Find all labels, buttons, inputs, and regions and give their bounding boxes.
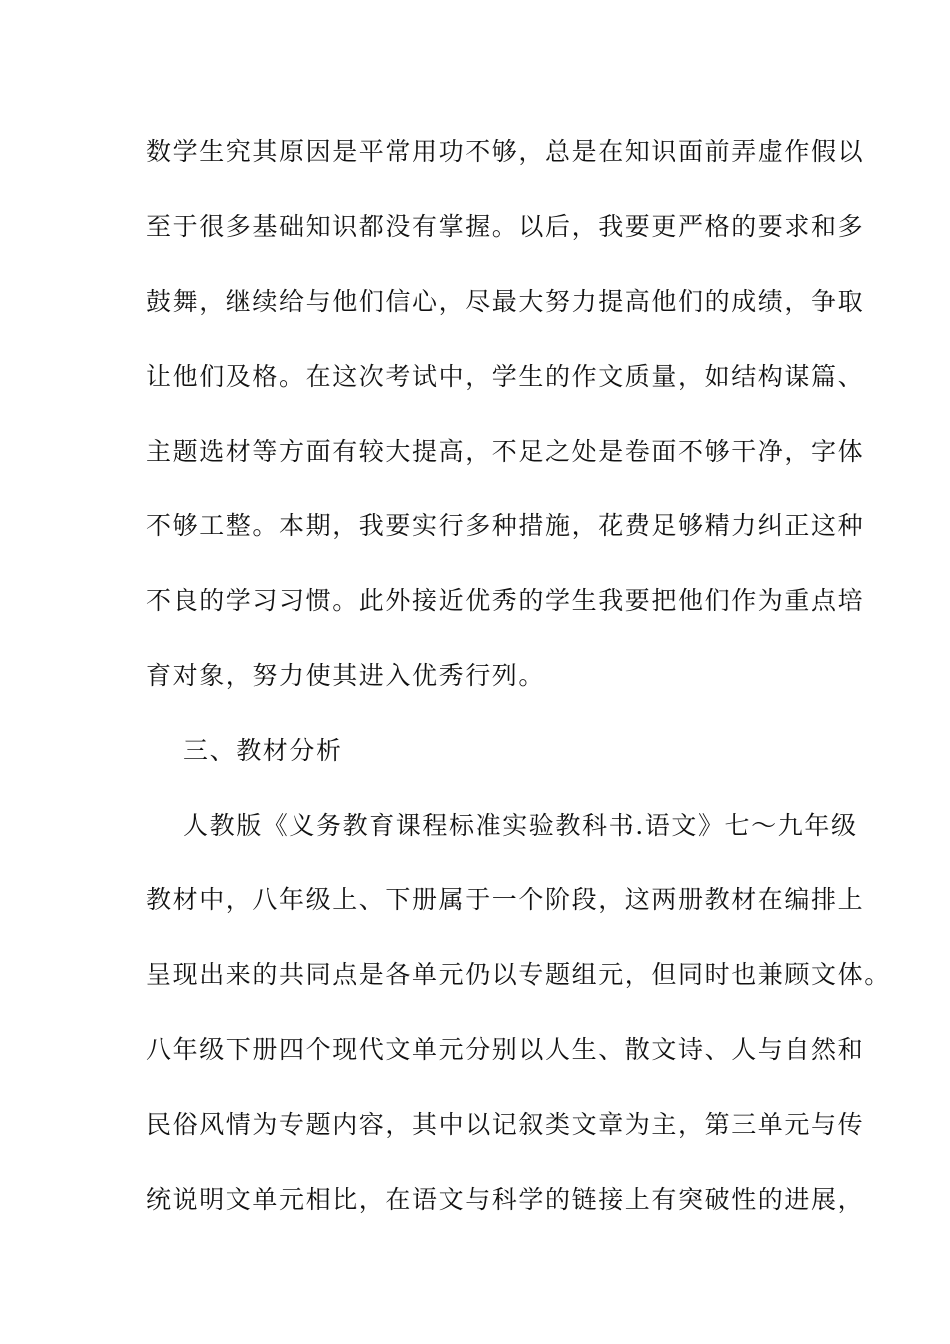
- paragraph-line: 不够工整。本期，我要实行多种措施，花费足够精力纠正这种: [146, 511, 865, 540]
- section-heading: 三、教材分析: [183, 736, 343, 765]
- paragraph-line: 统说明文单元相比，在语文与科学的链接上有突破性的进展，: [146, 1185, 865, 1214]
- paragraph-line: 八年级下册四个现代文单元分别以人生、散文诗、人与自然和: [146, 1035, 865, 1064]
- paragraph-line: 教材中，八年级上、下册属于一个阶段，这两册教材在编排上: [146, 885, 865, 914]
- paragraph-line: 至于很多基础知识都没有掌握。以后，我要更严格的要求和多: [146, 212, 865, 241]
- paragraph-line: 鼓舞，继续给与他们信心，尽最大努力提高他们的成绩，争取: [146, 287, 865, 316]
- paragraph-line: 民俗风情为专题内容，其中以记叙类文章为主，第三单元与传: [146, 1110, 865, 1139]
- paragraph-line: 主题选材等方面有较大提高，不足之处是卷面不够干净，字体: [146, 437, 865, 466]
- paragraph-line: 不良的学习习惯。此外接近优秀的学生我要把他们作为重点培: [146, 586, 865, 615]
- paragraph-line: 育对象，努力使其进入优秀行列。: [146, 661, 546, 690]
- paragraph-line: 呈现出来的共同点是各单元仍以专题组元，但同时也兼顾文体。: [146, 960, 891, 989]
- paragraph-line: 数学生究其原因是平常用功不够，总是在知识面前弄虚作假以: [146, 137, 865, 166]
- paragraph-line: 让他们及格。在这次考试中，学生的作文质量，如结构谋篇、: [146, 362, 865, 391]
- paragraph-line: 人教版《义务教育课程标准实验教科书.语文》七～九年级: [183, 811, 858, 840]
